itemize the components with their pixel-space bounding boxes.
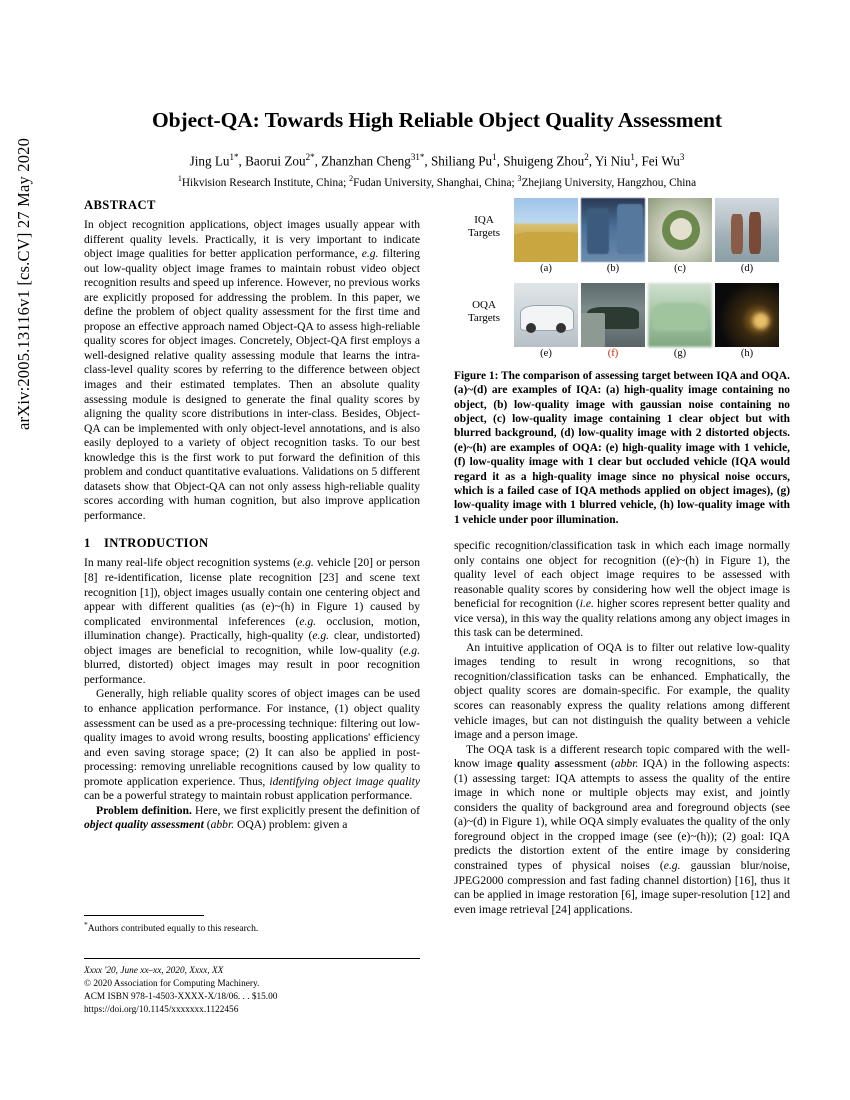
author-list: Jing $Lu^{1*}$, Baorui Zou$^{2*}$, Zhanzhan Cheng$^{31*}$, Shiliang Pu$^1$, Shuigeng Zhou$^2$, Yi Niu$^1$, Fei Wu$^3$ (189, 152, 685, 169)
abstract-text: In object recognition applications, object images usually appear with different quality levels. Practically, it is very important to indicate object image qualities for better application performance, e.g. filtering out low-quality object image frames to maintain robust video object recognition results and speed up inference. However, no previous works are explicitly proposed for addressing the problem. In this paper, we define the problem of object quality assessment for the first time and propose an effective approach named Object-QA to assess high-reliable quality scores for object images. Concretely, Object-QA first employs a well-designed relative quality assessing module that learns the intra-class-level quality scores by referring to the difference between object images and their estimated templates. Then an absolute quality assessing module is designed to generate the final quality scores by aligning the quality score distributions in inter-class. Besides, Object-QA can be implemented with only object-level annotations, and is also easily deployed to a variety of object recognition tasks. To our best knowledge this is the first work to put forward the definition of this problem and conduct quantitative evaluations. Validations on 5 different datasets show that Object-QA can not only assess high-reliable quality scores according with human cognition, but also improve application performance. (84, 218, 420, 522)
publication-info (84, 965, 420, 1018)
publication-doi[interactable]: https://doi.org/10.1145/xxxxxxx.1122456 (84, 1005, 239, 1016)
figure-row-separator (454, 274, 790, 277)
figure-1 (454, 198, 790, 527)
intro-paragraph-3: Problem definition. Here, we first explicitly present the definition of object quality assessment (abbr. OQA) problem: given a (84, 803, 420, 832)
figure-cap-a: (a) (540, 263, 552, 274)
figure-image-b (581, 198, 645, 262)
figure-cap-c: (c) (674, 263, 686, 274)
figure-image-c (648, 198, 712, 262)
paper-content (84, 0, 790, 1100)
figure-cap-h: (h) (740, 348, 754, 359)
right-paragraph-3: The OQA task is a different research topic compared with the well-know image quality assessment (abbr. IQA) in the following aspects: (1) assessing target: IQA attempts to assess the quality of the entire image in which none or multiple objects may exist, and jointly considers the quality of background area and foreground objects (see (a)~(d) in Figure 1), while OQA simply evaluates the quality of the only foreground object in the cropped image (see (e)~(h)); (2) goal: IQA predicts the distortion extent of the entire image by considering constrained types of physical noises (e.g. gaussian blur/noise, JPEG2000 compression and fast fading channel distortion) [16], thus it can be applied in image restoration [6], image super-resolution [12] and even image retrieval [24] applications. (454, 742, 790, 916)
figure-image-e (514, 283, 578, 347)
arxiv-stamp: arXiv:2005.13116v1 [cs.CV] 27 May 2020 (14, 137, 33, 430)
figure-caps-oqa (514, 348, 790, 359)
section-number: 1 (84, 536, 91, 551)
intro-paragraph-1: In many real-life object recognition systems (e.g. vehicle [20] or person [8] re-identification, license plate recognition [23] and scene text recognition [1]), object images usually contain one centering object and appear with different qualities (as (e)~(h) in Figure 1) caused by complicated environmental infeferences (e.g. occlusion, motion, illumination change). Practically, high-quality (e.g. clear, undistorted) object images are beneficial to recognition, while low-quality (e.g. blurred, distorted) object images may result in poor recognition performance. (84, 556, 420, 686)
figure-cap-f: (f) (607, 348, 619, 359)
figure-image-a (514, 198, 578, 262)
right-paragraph-1: specific recognition/classification task in which each image normally only contains one object for recognition ((e)~(h) in Figure 1), the quality level of each object image requires to be assessed with reasonable quality scores by considering how well the object image is beneficial for recognition (i.e. higher scores represent better quality and vice versa), in this way the quality relations among any object images in this task can be determined. (454, 538, 790, 640)
intro-paragraph-2: Generally, high reliable quality scores of object images can be used to enhance application performance. For instance, (1) object quality assessment can be used as a pre-processing technique: filtering out low-quality images to avoid wrong results, boosting applications' efficiency and even saving storage space; (2) It can also be applied in post-processing: removing unreliable recognitions caused by low quality to promote application experience. Thus, identifying object image quality can be a powerful strategy to maintain robust application performance. (84, 687, 420, 803)
right-column (454, 198, 790, 917)
introduction-heading (84, 536, 420, 551)
figure-cap-d: (d) (740, 263, 754, 274)
figure-cap-e: (e) (540, 348, 552, 359)
abstract-heading: ABSTRACT (84, 198, 156, 212)
publication-isbn: ACM ISBN 978-1-4503-XXXX-X/18/06. . . $15.00 (84, 992, 278, 1003)
publication-venue: Xxxx '20, June xx–xx, 2020, Xxxx, XX (84, 965, 224, 976)
figure-row-iqa (514, 198, 790, 262)
figure-cap-g: (g) (673, 348, 687, 359)
figure-image-h (715, 283, 779, 347)
figure-image-d (715, 198, 779, 262)
footer-block (84, 915, 420, 1017)
affiliation-list: $^1$Hikvision Research Institute, China; $^2$Fudan University, Shanghai, China; $^3$Zhejiang University, Hangzhou, China (177, 173, 697, 189)
figure-cap-b: (b) (606, 263, 620, 274)
figure-row-label-oqa: OQA Targets (467, 299, 501, 325)
figure-image-f (581, 283, 645, 347)
two-column-body (84, 198, 790, 988)
section-title: INTRODUCTION (104, 536, 209, 551)
figure-image-g (648, 283, 712, 347)
footnote-marker: * (84, 920, 88, 929)
page-title: Object-QA: Towards High Reliable Object Quality Assessment (152, 108, 722, 132)
footnote-text (84, 920, 420, 936)
publication-copyright: © 2020 Association for Computing Machinery. (84, 978, 260, 989)
publication-rule (84, 958, 420, 959)
figure-caps-iqa (514, 263, 790, 274)
figure-row-oqa (514, 283, 790, 347)
footnote-rule (84, 915, 204, 916)
figure-row-label-iqa: IQA Targets (467, 214, 501, 240)
left-column (84, 198, 420, 833)
right-paragraph-2: An intuitive application of OQA is to filter out relative low-quality images tending to result in wrong recognitions, so that recognition/classification tasks can be enhanced. Emphatically, the object quality scores are domain-specific. For example, the quality scores can reasonably express the quality relations among different vehicle images, but can not distinguish the quality between a vehicle image and a person image. (454, 640, 790, 742)
footnote-body: Authors contributed equally to this research. (87, 923, 259, 935)
figure-caption: Figure 1: The comparison of assessing target between IQA and OQA. (a)~(d) are examples of IQA: (a) high-quality image containing no object, (b) low-quality image with gaussian noise containing no object, (c) low-quality image containing 1 clear object but with blurred background, (d) low-quality image with 2 distorted objects. (e)~(h) are examples of OQA: (e) high-quality image with 1 vehicle, (f) low-quality image with 1 clear but occluded vehicle (IQA would regard it as a high-quality image since no physical noise occurs, which is a failed case of IQA methods applied on object images), (g) low-quality image with 1 blurred vehicle, (h) low-quality image with 1 vehicle under poor illumination. (454, 370, 790, 526)
